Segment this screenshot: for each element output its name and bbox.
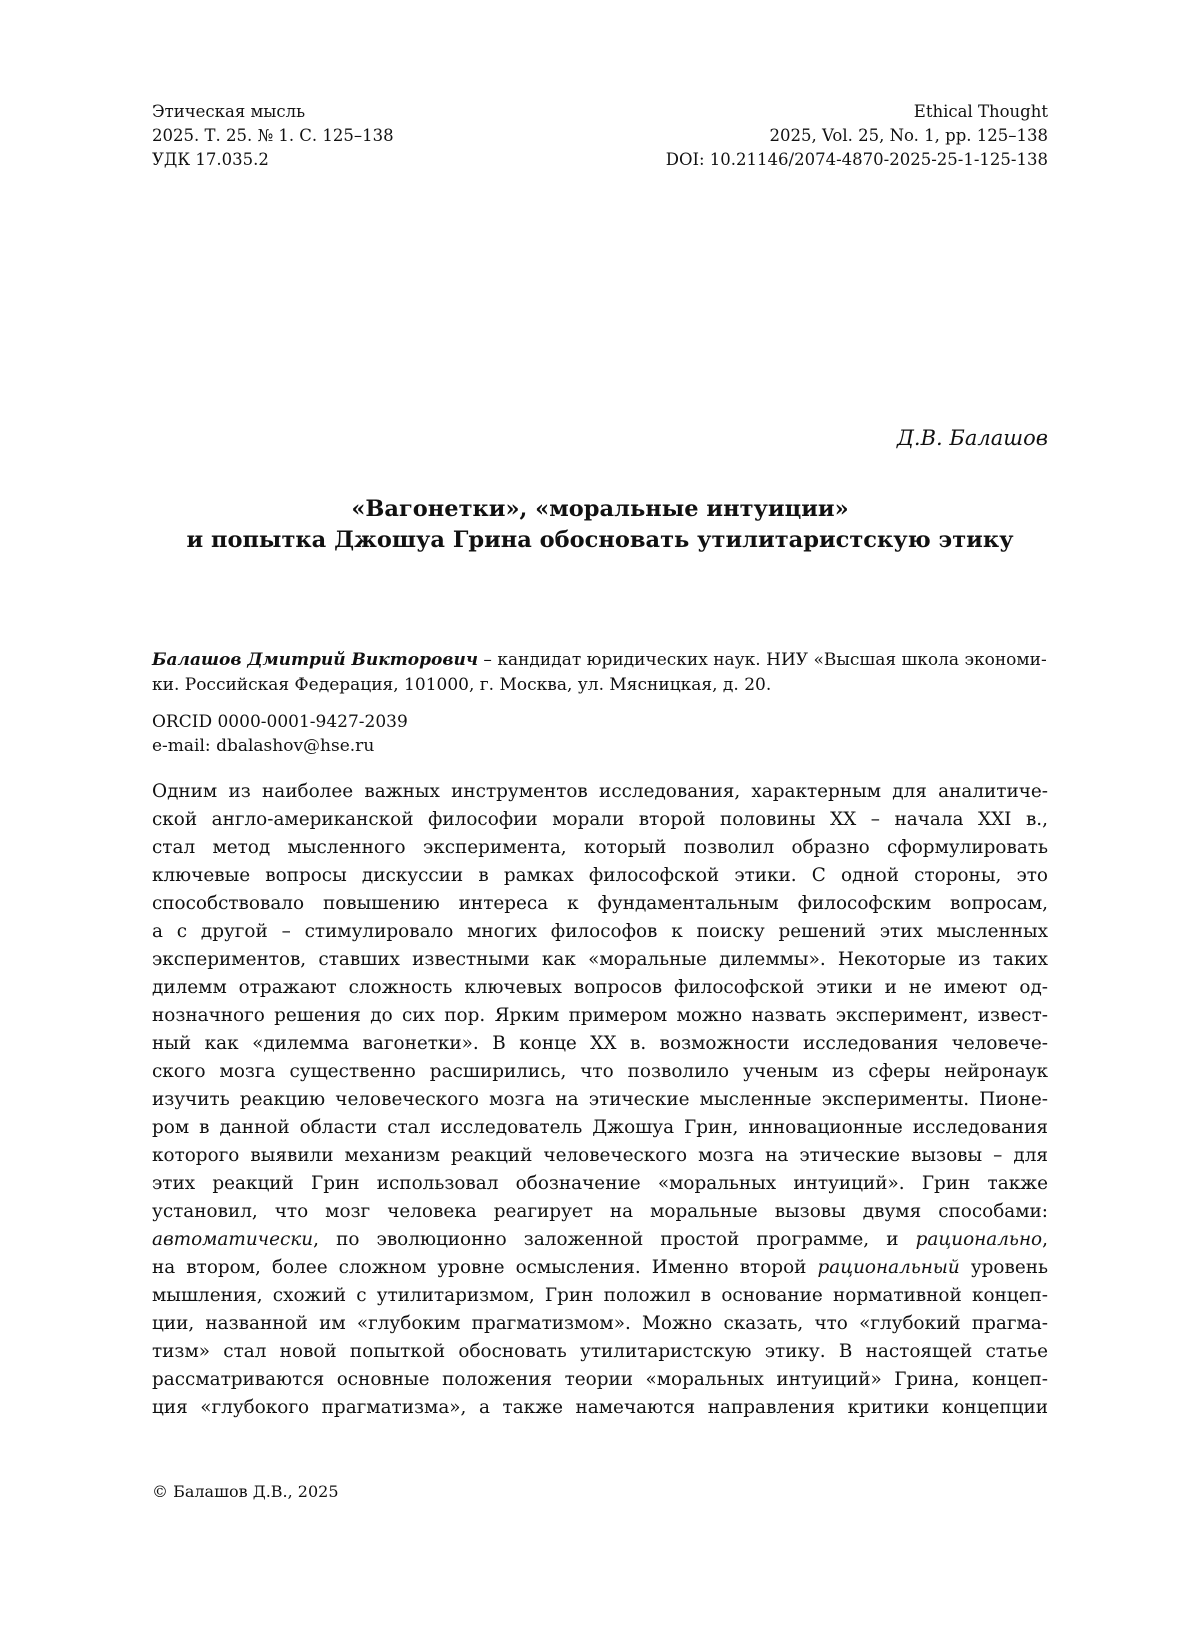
issue-info-en: 2025, Vol. 25, No. 1, pp. 125–138 xyxy=(769,126,1048,145)
paper-page xyxy=(152,100,1048,1620)
abstract-text: , xyxy=(1042,1229,1048,1250)
article-title xyxy=(152,494,1048,556)
emphasis-automatic: автоматически xyxy=(152,1229,314,1250)
header-right xyxy=(666,100,1048,172)
abstract-line: рассматриваются основные положения теории «моральных интуиций» Грина, концеп- xyxy=(152,1369,1048,1390)
abstract-text: , по эволюционно заложенной простой программе, и xyxy=(313,1229,916,1250)
abstract-line: ского мозга существенно расширились, что позволило ученым из сферы нейронаук xyxy=(152,1061,1048,1082)
abstract-line: ции, названной им «глубоким прагматизмом». Можно сказать, что «глубокий прагма- xyxy=(152,1313,1048,1334)
title-line-1: «Вагонетки», «моральные интуиции» xyxy=(351,496,849,522)
abstract-text: на втором, более сложном уровне осмысления. Именно второй xyxy=(152,1257,818,1278)
abstract-line: Одним из наиболее важных инструментов исследования, характерным для аналитиче- xyxy=(152,781,1048,802)
emphasis-rational-level: рациональный xyxy=(817,1257,960,1278)
title-line-2: и попытка Джошуа Грина обосновать утилитаристскую этику xyxy=(186,527,1014,553)
journal-name-ru: Этическая мысль xyxy=(152,102,306,121)
abstract-line: стал метод мысленного эксперимента, который позволил образно сформулировать xyxy=(152,837,1048,858)
abstract-line: способствовало повышению интереса к фундаментальным философским вопросам, xyxy=(152,893,1048,914)
abstract-line: а с другой – стимулировало многих философов к поиску решений этих мысленных xyxy=(152,921,1048,942)
abstract-line: этих реакций Грин использовал обозначение «моральных интуиций». Грин также xyxy=(152,1173,1048,1194)
abstract-text: уровень xyxy=(959,1257,1048,1278)
author-name-top: Д.В. Балашов xyxy=(896,426,1048,450)
author-info xyxy=(152,648,1048,698)
journal-name-en: Ethical Thought xyxy=(913,102,1048,121)
udc-code: УДК 17.035.2 xyxy=(152,150,269,169)
emphasis-rational: рационально xyxy=(915,1229,1043,1250)
abstract-line: ный как «дилемма вагонетки». В конце XX в. возможности исследования человече- xyxy=(152,1033,1048,1054)
page-header xyxy=(152,100,1048,172)
doi: DOI: 10.21146/2074-4870-2025-25-1-125-138 xyxy=(665,150,1048,169)
abstract-line: которого выявили механизм реакций человеческого мозга на этические вызовы – для xyxy=(152,1145,1048,1166)
abstract-line: ключевые вопросы дискуссии в рамках философской этики. С одной стороны, это xyxy=(152,865,1048,886)
issue-info-ru: 2025. Т. 25. № 1. С. 125–138 xyxy=(152,126,394,145)
author-contacts xyxy=(152,710,408,758)
abstract xyxy=(152,778,1048,1422)
abstract-line: ской англо-американской философии морали второй половины XX – начала XXI в., xyxy=(152,809,1048,830)
orcid: ORCID 0000-0001-9427-2039 xyxy=(152,712,408,732)
abstract-line: мышления, схожий с утилитаризмом, Грин положил в основание нормативной концеп- xyxy=(152,1285,1048,1306)
author-full-name: Балашов Дмитрий Викторович xyxy=(152,650,479,670)
abstract-line: экспериментов, ставших известными как «моральные дилеммы». Некоторые из таких xyxy=(152,949,1048,970)
abstract-line: ция «глубокого прагматизма», а также намечаются направления критики концепции xyxy=(152,1397,1048,1418)
abstract-line: ром в данной области стал исследователь Джошуа Грин, инновационные исследования xyxy=(152,1117,1048,1138)
author-description-1: – кандидат юридических наук. НИУ «Высшая школа экономи- xyxy=(478,650,1047,670)
abstract-line xyxy=(152,1254,1048,1282)
author-description-2: ки. Российская Федерация, 101000, г. Москва, ул. Мясницкая, д. 20. xyxy=(152,675,772,695)
abstract-line: тизм» стал новой попыткой обосновать утилитаристскую этику. В настоящей статье xyxy=(152,1341,1048,1362)
email: e-mail: dbalashov@hse.ru xyxy=(152,736,375,756)
abstract-line: изучить реакцию человеческого мозга на этические мысленные эксперименты. Пионе- xyxy=(152,1089,1048,1110)
abstract-line: дилемм отражают сложность ключевых вопросов философской этики и не имеют од- xyxy=(152,977,1048,998)
abstract-line xyxy=(152,1226,1048,1254)
abstract-line: установил, что мозг человека реагирует на моральные вызовы двумя способами: xyxy=(152,1201,1048,1222)
header-left xyxy=(152,100,394,172)
abstract-line: нозначного решения до сих пор. Ярким примером можно назвать эксперимент, извест- xyxy=(152,1005,1048,1026)
copyright-notice: © Балашов Д.В., 2025 xyxy=(152,1482,339,1501)
